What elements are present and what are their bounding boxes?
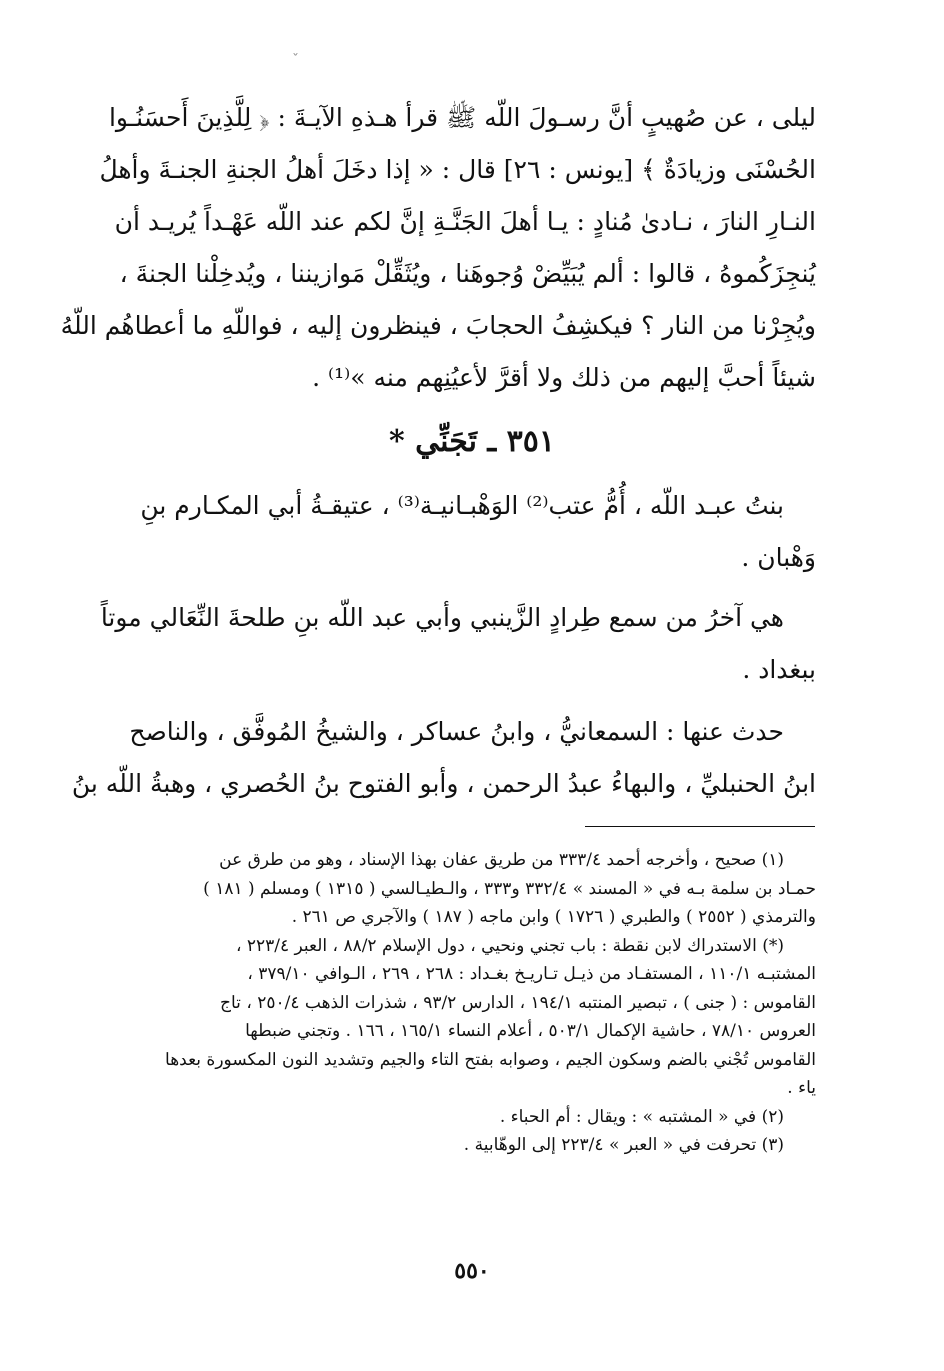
footnote-line: (*) الاستدراك لابن نقطة : باب تجني ونحيي ، دول الإسلام ٨٨/٢ ، العبر ٢٢٣/٤ ، [235, 935, 784, 956]
text-line: هي آخرُ من سمع طِرادٍ الزَّينبي وأبي عبد اللّه بنِ طلحةَ النِّعَالي موتاً [100, 603, 784, 632]
page-number: ٥٥٠ [454, 1258, 490, 1284]
text-line: ببغداد . [742, 655, 816, 684]
text-line: بنتُ عبـد اللّه ، أُمُّ عتب⁽²⁾ الوَهْبـانيـة⁽³⁾ ، عتيقـةُ أبي المكـارم بنِ [140, 491, 784, 520]
footnote-1 [126, 846, 816, 932]
paragraph-lineage [126, 480, 816, 584]
footnote-line: (٣) تحرفت في « العبر » ٢٢٣/٤ إلى الوهّابية . [463, 1135, 784, 1155]
footnote-line: ياء . [787, 1078, 816, 1098]
text-line: الحُسْنَى وزيادَةٌ ﴾ [يونس : ٢٦] قال : « إذا دخَلَ أهلُ الجنةِ الجنـةَ وأهلُ [99, 155, 816, 184]
paragraph-students [71, 706, 816, 810]
text-line: ابنُ الحنبليِّ ، والبهاءُ عبدُ الرحمن ، وأبو الفتوح بنُ الحُصري ، وهبةُ اللّه بنُ [71, 769, 816, 798]
footnote-line: المشتبـه ١١٠/١ ، المستفـاد من ذيـل تـاريـخ بغـداد : ٢٦٨ ، ٢٦٩ ، الـوافي ٣٧٩/١٠ ، [247, 964, 816, 984]
text-line: النـارِ النارَ ، نـادىٰ مُنادٍ : يـا أهلَ الجَنَّـةِ إنَّ لكم عند اللّه عَهْـداً يُريـد أن [114, 207, 816, 236]
text-line: حدث عنها : السمعانيُّ ، وابنُ عساكر ، والشيخُ المُوفَّق ، والناصح [129, 717, 784, 746]
footnote-line: والترمذي ( ٢٥٥٢ ) والطبري ( ١٧٢٦ ) وابن ماجه ( ١٨٧ ) والآجري ص ٢٦١ . [291, 907, 816, 927]
paragraph-narration [100, 592, 816, 696]
footnote-2 [126, 1103, 816, 1132]
footnote-line: (٢) في « المشتبه » : ويقال : أم الحباء . [499, 1106, 784, 1127]
footnotes [126, 846, 816, 1160]
footnote-star [126, 932, 816, 1103]
footnote-line: القاموس تُجْني بالضم وسكون الجيم ، وصوابه بفتح التاء والجيم وتشديد النون المكسورة بعدها [165, 1049, 816, 1070]
entry-heading: ٣٥١ ـ تَجَنِّي * [389, 424, 555, 459]
margin-mark: ˇ [292, 52, 299, 68]
text-line: شيئاً أحبَّ إليهم من ذلك ولا أقرَّ لأعيُنِهم منه »⁽¹⁾ . [312, 363, 816, 392]
text-line: ليلى ، عن صُهيبٍ أنَّ رسـولَ اللّه ﷺ قرأ هـذهِ الآيـةَ : ﴿ لِلَّذِينَ أَحسَنُـوا [108, 103, 816, 132]
footnote-3 [126, 1131, 816, 1160]
text-line: وَهْبان . [741, 543, 816, 572]
footnote-divider [585, 826, 815, 827]
footnote-line: حمـاد بن سلمة بـه في « المسند » ٣٣٢/٤ و٣٣٣ ، والـطيـالسي ( ١٣١٥ ) ومسلم ( ١٨١ ) [203, 878, 816, 899]
footnote-line: (١) صحيح ، وأخرجه أحمد ٣٣٣/٤ من طريق عفان بهذا الإسناد ، وهو من طرق عن [219, 850, 784, 870]
footnote-line: القاموس : ( جنى ) ، تبصير المنتبه ١٩٤/١ ، الدارس ٩٣/٢ ، شذرات الذهب ٢٥٠/٤ ، تاج [220, 992, 816, 1013]
footnote-line: العروس ٧٨/١٠ ، حاشية الإكمال ٥٠٣/١ ، أعلام النساء ١٦٥/١ ، ١٦٦ . وتجني ضبطها [245, 1021, 816, 1041]
text-line: يُنجِزَكُموهُ ، قالوا : ألم يُبَيِّضْ وُجوهَنا ، ويُثَقِّلْ مَوازيننا ، ويُدخِلْنا الجنةَ ، [119, 259, 816, 288]
text-line: ويُجِرْنا من النار ؟ فيكشِفُ الحجابَ ، فينظرون إليه ، فواللّهِ ما أعطاهُم اللّهُ [60, 311, 816, 340]
paragraph-hadith [60, 92, 816, 404]
